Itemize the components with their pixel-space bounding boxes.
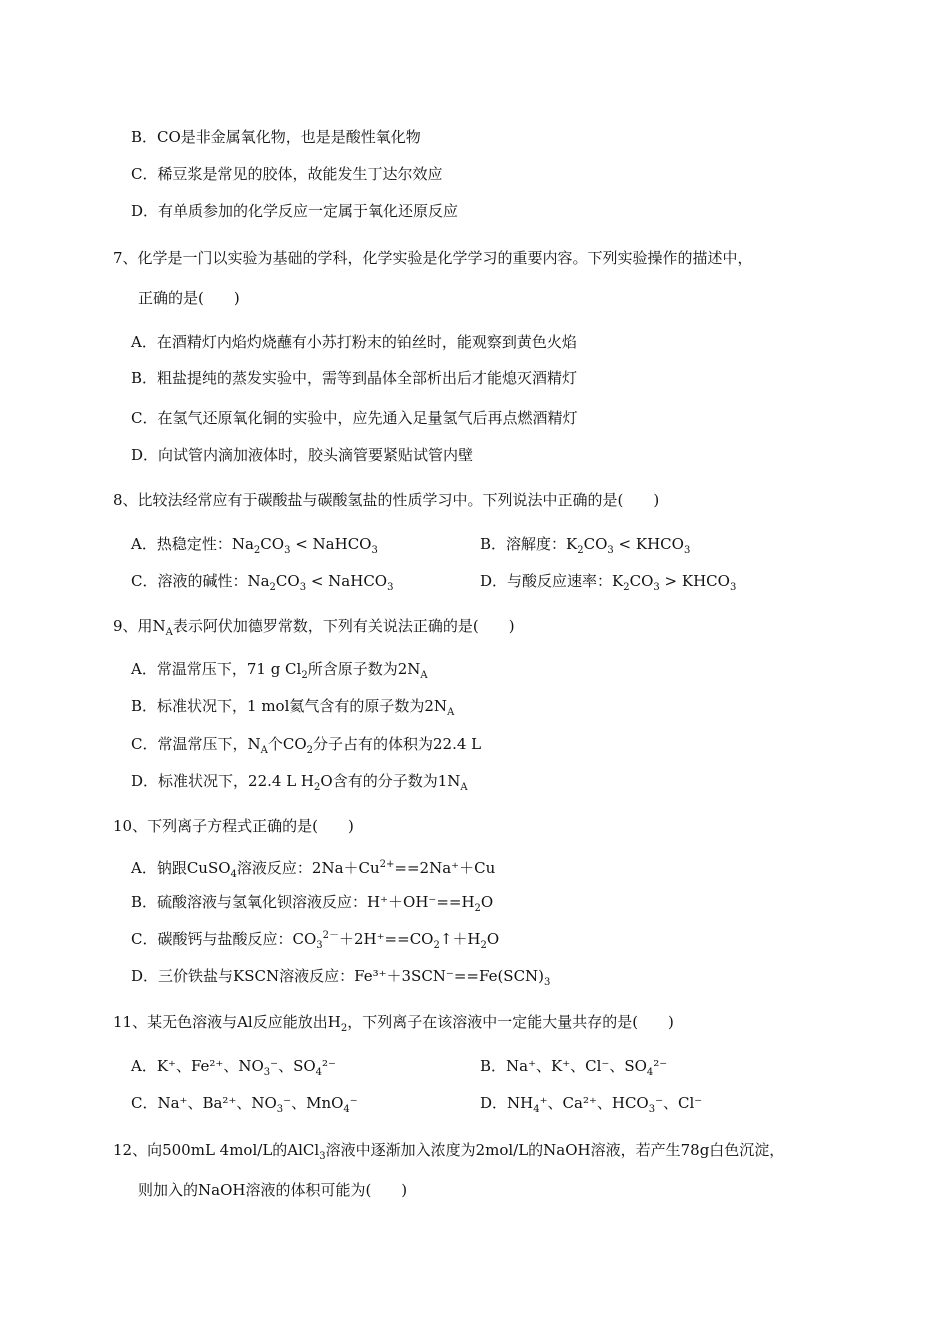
q10-option-d: D．三价铁盐与KSCN溶液反应：$Fe^{3+}+3SCN^-==Fe(SCN)_3$ [131, 967, 551, 988]
q8-option-c: C．溶液的碱性：$Na_2CO_3$ < NaHCO$_3$ [131, 572, 394, 593]
q9-option-b: B．标准状况下，1 mol氦气含有的原子数为$2N_A$ [131, 697, 455, 718]
q9-stem: 9、用$N_A$表示阿伏加德罗常数，下列有关说法正确的是( ) [113, 617, 515, 638]
q11-option-d: D．$NH_4^+$、Ca²⁺、$HCO_3^-$、Cl⁻ [480, 1094, 703, 1115]
q8-option-a: A．热稳定性：$Na_2CO_3$ < NaHCO$_3$ [131, 535, 378, 556]
q8-stem: 8、比较法经常应有于碳酸盐与碳酸氢盐的性质学习中。下列说法中正确的是( ) [113, 491, 660, 509]
q10-option-b: B．硫酸溶液与氢氧化钡溶液反应：$H^++OH^-==H_2O$ [131, 893, 494, 914]
q7-option-d: D．向试管内滴加液体时，胶头滴管要紧贴试管内壁 [131, 446, 474, 464]
q10-option-a: A．钠跟CuSO$_4$溶液反应：$2Na+Cu^{2+}==2Na^++Cu$ [131, 859, 496, 880]
q7-stem-continued: 正确的是( ) [138, 289, 240, 307]
q11-option-a: A．K⁺、Fe²⁺、$NO_3^-$、$SO_4^{2-}$ [131, 1057, 336, 1078]
q6-option-c: C．稀豆浆是常见的胶体，故能发生丁达尔效应 [131, 165, 443, 183]
q7-option-b: B．粗盐提纯的蒸发实验中，需等到晶体全部析出后才能熄灭酒精灯 [131, 369, 578, 387]
q7-stem: 7、化学是一门以实验为基础的学科，化学实验是化学学习的重要内容。下列实验操作的描述中， [113, 249, 753, 267]
q7-option-a: A．在酒精灯内焰灼烧蘸有小苏打粉末的铂丝时，能观察到黄色火焰 [131, 333, 577, 351]
q6-option-d: D．有单质参加的化学反应一定属于氧化还原反应 [131, 202, 459, 220]
q8-option-b: B．溶解度：$K_2CO_3$ < $KHCO_3$ [480, 535, 691, 556]
q11-stem: 11、某无色溶液与Al反应能放出$H_2$，下列离子在该溶液中一定能大量共存的是( ) [113, 1013, 674, 1034]
q10-option-c: C．碳酸钙与盐酸反应：$CO_3^{2-}+2H^+==CO_2↑+H_2O$ [131, 930, 500, 951]
q9-option-a: A．常温常压下，71 g $Cl_2$所含原子数为$2N_A$ [131, 660, 428, 681]
q11-option-c: C．Na⁺、Ba²⁺、$NO_3^-$、MnO$_4$⁻ [131, 1094, 358, 1115]
q9-option-d: D．标准状况下，22.4 L $H_2O$含有的分子数为$1N_A$ [131, 772, 468, 793]
q12-stem-continued: 则加入的NaOH溶液的体积可能为( ) [138, 1181, 408, 1199]
q9-option-c: C．常温常压下，$N_A$个$CO_2$分子占有的体积为22.4 L [131, 735, 482, 756]
q11-option-b: B．Na⁺、K⁺、Cl⁻、$SO_4^{2-}$ [480, 1057, 668, 1078]
q6-option-b: B．CO是非金属氧化物，也是是酸性氧化物 [131, 128, 421, 146]
q12-stem: 12、向500mL 4mol/L的AlCl$_3$溶液中逐渐加入浓度为2mol/L的NaOH溶液，若产生78g白色沉淀， [113, 1141, 785, 1162]
q7-option-c: C．在氢气还原氧化铜的实验中，应先通入足量氢气后再点燃酒精灯 [131, 409, 578, 427]
q10-stem: 10、下列离子方程式正确的是( ) [113, 817, 354, 835]
q8-option-d: D．与酸反应速率：$K_2CO_3$ > $KHCO_3$ [480, 572, 737, 593]
